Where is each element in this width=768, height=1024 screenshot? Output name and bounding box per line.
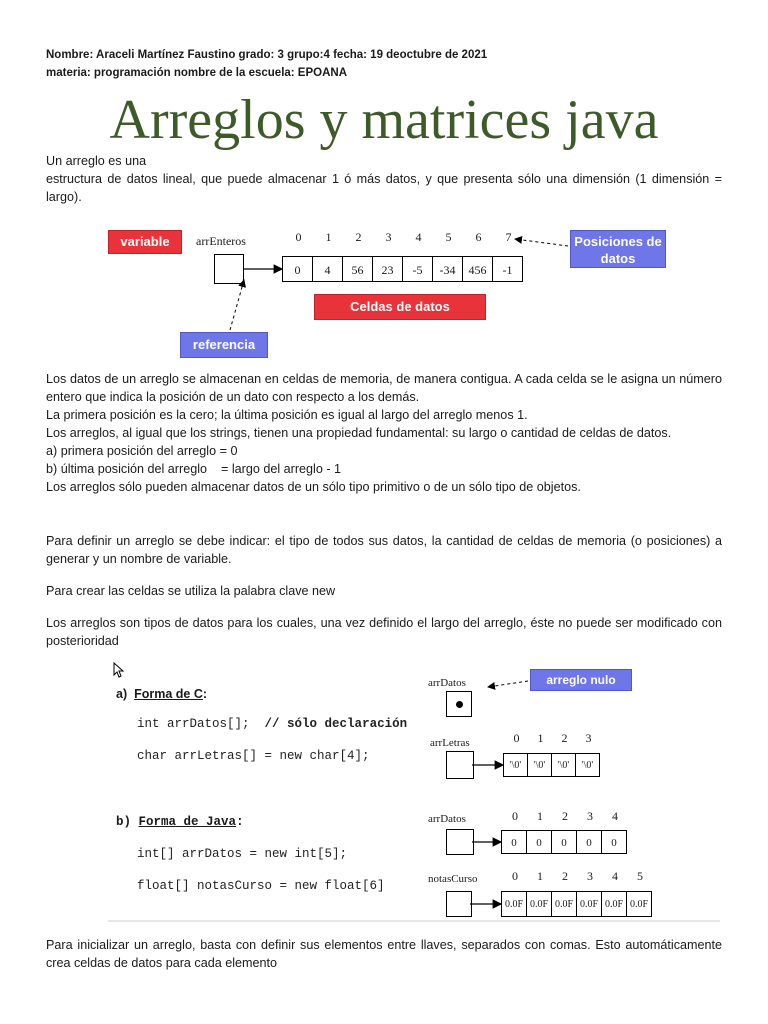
null-array-label: arreglo nulo xyxy=(530,669,632,691)
array-cell: '\0' xyxy=(527,753,552,777)
closing-paragraph-wrap xyxy=(46,936,722,972)
arrdatos-label: arrDatos xyxy=(428,813,466,825)
cells-label: Celdas de datos xyxy=(314,294,486,320)
index-label: 0 xyxy=(512,809,518,823)
paragraph-4: a) primera posición del arreglo = 0 xyxy=(46,444,238,458)
paragraph-6: Los arreglos sólo pueden almacenar datos de un sólo tipo primitivo o de un sólo tipo de objetos. xyxy=(46,480,581,494)
index-label: 4 xyxy=(415,230,422,244)
array-cell: '\0' xyxy=(575,753,600,777)
array-cell: 0.0F xyxy=(576,891,602,917)
index-label: 5 xyxy=(637,869,643,883)
paragraph-8: Para crear las celdas se utiliza la palabra clave new xyxy=(46,584,336,598)
paragraph-7-wrap xyxy=(46,532,722,568)
array-cell: 0 xyxy=(576,830,602,854)
array-cell: 0 xyxy=(282,256,313,282)
index-label: 2 xyxy=(561,731,568,745)
page-title: Arreglos y matrices java xyxy=(109,89,659,151)
arrenteros-label: arrEnteros xyxy=(196,234,246,248)
reference-label: referencia xyxy=(180,332,268,358)
form-c-label: Forma de C xyxy=(134,687,203,701)
array-cell: 0.0F xyxy=(626,891,652,917)
paragraph-5: b) última posición del arreglo = largo del arreglo - 1 xyxy=(46,462,342,476)
array-cell: 0.0F xyxy=(551,891,577,917)
intro-paragraph xyxy=(46,152,722,206)
paragraph-3: Los arreglos, al igual que los strings, tienen una propiedad fundamental: su largo o cantidad de celdas de datos. xyxy=(46,426,672,440)
index-label: 3 xyxy=(385,230,392,244)
positions-label: Posiciones de datos xyxy=(570,230,666,268)
intro-line-2: estructura de datos lineal, que puede almacenar 1 ó más datos, y que presenta sólo una dimensión (1 dimensión = largo). xyxy=(46,172,722,204)
index-label: 1 xyxy=(537,869,543,883)
code-c1-comment: // sólo declaración xyxy=(264,717,408,731)
array-cell: 0 xyxy=(551,830,577,854)
form-java-prefix: b) xyxy=(116,815,132,829)
index-label: 0 xyxy=(512,869,518,883)
intro-line-1: Un arreglo es una xyxy=(46,154,147,168)
array-cell: 0.0F xyxy=(501,891,527,917)
array-cell: 56 xyxy=(342,256,373,282)
array-diagram xyxy=(0,222,768,362)
closing-paragraph: Para inicializar un arreglo, basta con definir sus elementos entre llaves, separados con comas. Esto automáticamente crea celdas de datos para cada elemento xyxy=(46,938,722,970)
index-label: 4 xyxy=(612,809,618,823)
code-c1-text: int arrDatos[]; xyxy=(137,717,250,731)
index-label: 1 xyxy=(537,731,544,745)
paragraph-1: Los datos de un arreglo se almacenan en celdas de memoria, de manera contigua. A cada celda se le asigna un número entero que indica la posición de un dato con respecto a los demás. xyxy=(46,372,722,404)
array-cell: 0.0F xyxy=(601,891,627,917)
array-cell: '\0' xyxy=(551,753,576,777)
notascurso-label: notasCurso xyxy=(428,873,478,885)
array-cell: '\0' xyxy=(503,753,528,777)
index-label: 2 xyxy=(355,230,362,244)
form-c-prefix: a) xyxy=(116,687,128,701)
arrdatos-null-label: arrDatos xyxy=(428,677,466,689)
index-label: 5 xyxy=(445,230,452,244)
array-cell: 0 xyxy=(501,830,527,854)
forms-diagram xyxy=(0,665,768,925)
form-c-colon: : xyxy=(202,687,208,701)
index-label: 3 xyxy=(585,731,592,745)
index-label: 0 xyxy=(295,230,302,244)
arrletras-label: arrLetras xyxy=(430,737,470,749)
index-label: 1 xyxy=(537,809,543,823)
index-label: 3 xyxy=(587,809,593,823)
paragraph-7: Para definir un arreglo se debe indicar: el tipo de todos sus datos, la cantidad de celdas de memoria (o posiciones) a generar y un nombre de variable. xyxy=(46,534,722,566)
index-label: 2 xyxy=(562,869,568,883)
array-cell: -5 xyxy=(402,256,433,282)
variable-label: variable xyxy=(108,230,182,254)
array-cell: 0.0F xyxy=(526,891,552,917)
index-label: 4 xyxy=(612,869,618,883)
student-header xyxy=(46,46,487,82)
array-cell: -1 xyxy=(492,256,523,282)
forms-arrows xyxy=(0,665,768,925)
paragraph-2: La primera posición es la cero; la última posición es igual al largo del arreglo menos 1. xyxy=(46,408,528,422)
index-label: 6 xyxy=(475,230,482,244)
array-cell: 4 xyxy=(312,256,343,282)
code-c-line-2: char arrLetras[] = new char[4]; xyxy=(137,749,370,763)
code-java-line-2: float[] notasCurso = new float[6] xyxy=(137,879,385,893)
index-label: 0 xyxy=(513,731,520,745)
array-cell: 0 xyxy=(526,830,552,854)
header-line-1: Nombre: Araceli Martínez Faustino grado: 3 grupo:4 fecha: 19 deoctubre de 2021 xyxy=(46,49,488,61)
array-cell: 456 xyxy=(462,256,493,282)
index-label: 2 xyxy=(562,809,568,823)
header-line-2: materia: programación nombre de la escuela: EPOANA xyxy=(46,67,348,79)
array-cell: 23 xyxy=(372,256,403,282)
body-paragraphs xyxy=(46,370,722,496)
paragraph-8-wrap xyxy=(46,582,722,600)
form-java-colon: : xyxy=(236,815,244,829)
index-label: 1 xyxy=(325,230,332,244)
array-cell: -34 xyxy=(432,256,463,282)
index-label: 7 xyxy=(505,230,512,244)
array-cell: 0 xyxy=(601,830,627,854)
code-java-line-1: int[] arrDatos = new int[5]; xyxy=(137,847,348,861)
form-java-label: Forma de Java xyxy=(138,815,237,829)
paragraph-9: Los arreglos son tipos de datos para los cuales, una vez definido el largo del arreglo, éste no puede ser modificado con posterioridad xyxy=(46,616,722,648)
index-label: 3 xyxy=(587,869,593,883)
paragraph-9-wrap xyxy=(46,614,722,650)
